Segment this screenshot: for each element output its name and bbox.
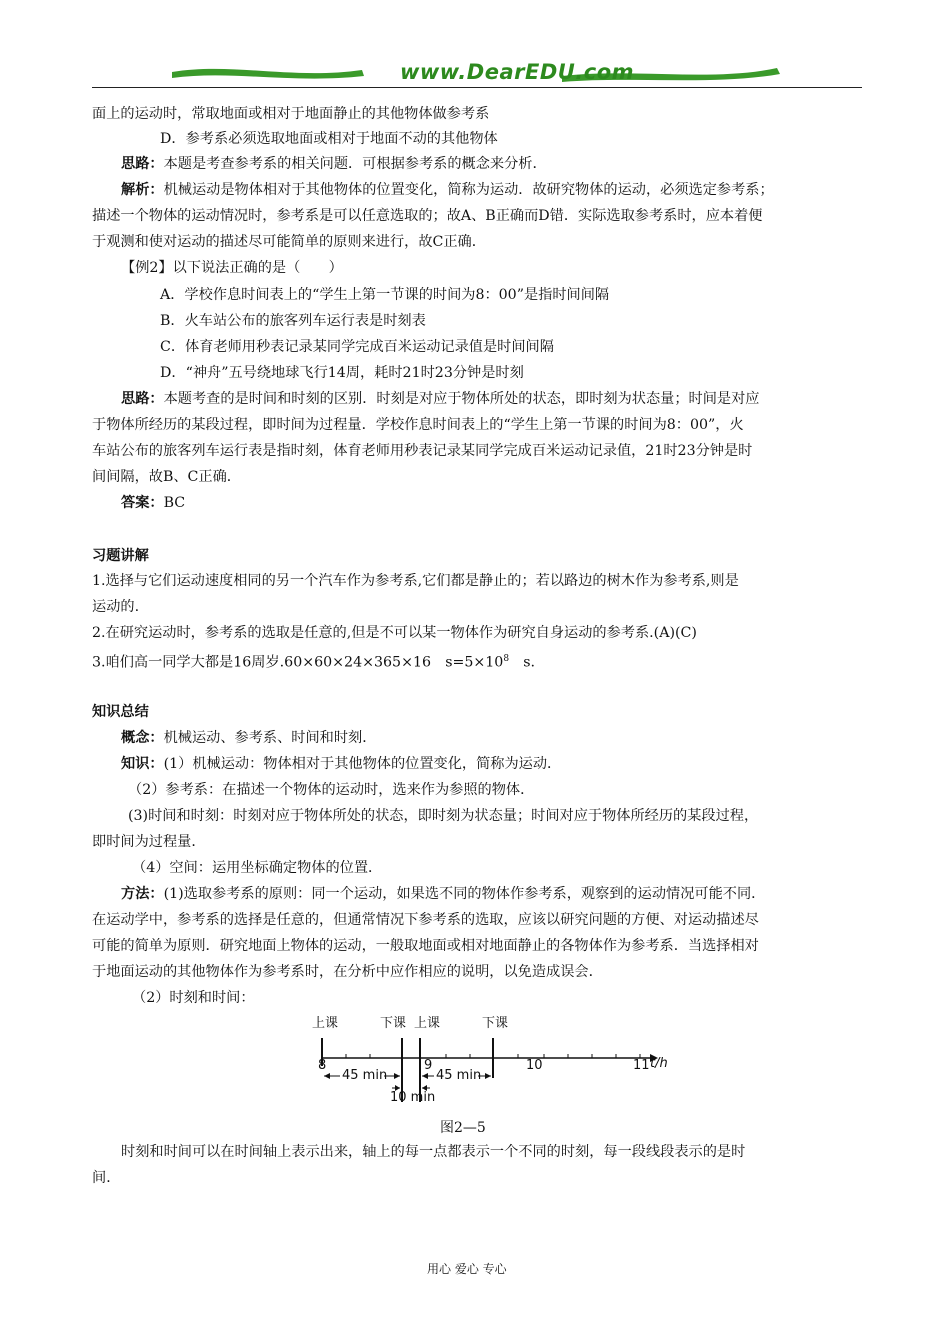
text-line: （4）空间：运用坐标确定物体的位置． [132,860,383,876]
label-knowledge: 知识： [121,756,164,772]
tick-label-9: 9 [424,1058,433,1073]
label-class-end-2: 下课 [482,1016,509,1031]
header-rule [92,87,862,88]
label-class-start-1: 上课 [312,1016,339,1031]
span-label-45min-2: 45 min [436,1068,482,1083]
option-d: D．参考系必须选取地面或相对于地面不动的其他物体 [160,131,498,147]
axis-unit-label: t/h [650,1056,668,1071]
text-span: 3.咱们高一同学大都是16周岁.60×60×24×365×16 s=5×10 [92,654,504,671]
answer-line [121,493,185,513]
text-line [121,884,765,904]
text-line: 车站公布的旅客列车运行表是指时刻，体育老师用秒表记录某同学完成百米运动记录值，21时23分钟是时 [92,443,753,459]
option-d: D．“神舟”五号绕地球飞行14周，耗时21时23分钟是时刻 [160,365,524,381]
tick-label-10: 10 [526,1058,543,1073]
span-label-10min: 10 min [390,1090,436,1105]
span-label-45min-1: 45 min [342,1068,388,1083]
section-heading: 知识总结 [92,704,149,720]
text-span: 本题是考查参考系的相关问题．可根据参考系的概念来分析． [163,156,547,172]
text-line: 间． [92,1170,121,1186]
text-line: 可能的简单为原则．研究地面上物体的运动，一般取地面或相对地面静止的各物体作为参考系．当选择相对 [92,938,759,954]
text-line: 即时间为过程量． [92,834,206,850]
superscript: 8 [503,654,510,664]
header-logo-text: www.DearEDU.com [399,60,635,84]
label-concept: 概念： [121,730,164,746]
text-line: 于观测和使对运动的描述尽可能简单的原则来进行，故C正确． [92,234,486,250]
text-line [121,180,774,200]
answer-value: BC [163,495,186,511]
option-a: A．学校作息时间表上的“学生上第一节课的时间为8：00”是指时间间隔 [160,287,610,303]
text-line: 描述一个物体的运动情况时，参考系是可以任意选取的；故A、B正确而D错．实际选取参考系时，应本着便 [92,208,763,224]
page-footer: 用心 爱心 专心 [427,1262,507,1276]
text-line [121,728,376,748]
text-line: （2）时刻和时间： [132,990,255,1006]
figure-caption: 图2—5 [440,1120,486,1136]
text-line: 运动的. [92,599,140,615]
option-b: B．火车站公布的旅客列车运行表是时刻表 [160,313,426,329]
section-heading: 习题讲解 [92,548,149,564]
text-span: (1)选取参考系的原则：同一个运动，如果选不同的物体作参考系，观察到的运动情况可能不同． [163,886,766,902]
timeline-figure [300,1012,690,1105]
tick-label-8: 8 [318,1058,327,1073]
text-line [92,649,535,673]
text-span: 机械运动是物体相对于其他物体的位置变化，简称为运动．故研究物体的运动，必须选定参考系； [163,182,774,198]
text-line: 2.在研究运动时，参考系的选取是任意的,但是不可以某一物体作为研究自身运动的参考系.(A)(C) [92,625,697,641]
example-2-title: 【例2】以下说法正确的是（ ） [121,260,343,276]
tick-label-11: 11 [633,1058,650,1073]
text-line: 面上的运动时，常取地面或相对于地面静止的其他物体做参考系 [92,106,490,122]
text-span: 本题考查的是时间和时刻的区别．时刻是对应于物体所处的状态，即时刻为状态量；时间是对应 [163,391,760,407]
text-line [121,754,561,774]
text-span: 机械运动、参考系、时间和时刻． [163,730,377,746]
text-line: 间间隔，故B、C正确． [92,469,241,485]
text-line: 于物体所经历的某段过程，即时间为过程量．学校作息时间表上的“学生上第一节课的时间为8：00”，火 [92,417,744,433]
label-jiexi: 解析： [121,182,164,198]
text-line: （2）参考系：在描述一个物体的运动时，选来作为参照的物体． [128,782,535,798]
text-line: (3)时间和时刻：时刻对应于物体所处的状态，即时刻为状态量；时间对应于物体所经历的某段过程， [128,808,759,824]
text-line [121,389,759,409]
label-class-start-2: 上课 [414,1016,441,1031]
text-span: s. [509,654,536,671]
option-c: C．体育老师用秒表记录某同学完成百米运动记录值是时间间隔 [160,339,554,355]
text-line [121,154,547,174]
text-line: 时刻和时间可以在时间轴上表示出来，轴上的每一点都表示一个不同的时刻，每一段线段表示的是时 [121,1144,746,1160]
text-span: (1）机械运动：物体相对于其他物体的位置变化，简称为运动． [163,756,562,772]
label-method: 方法： [121,886,164,902]
text-line: 于地面运动的其他物体作为参考系时，在分析中应作相应的说明，以免造成误会． [92,964,603,980]
text-line: 1.选择与它们运动速度相同的另一个汽车作为参考系,它们都是静止的；若以路边的树木作为参考系,则是 [92,573,739,589]
label-silu: 思路： [121,156,164,172]
label-answer: 答案： [121,495,164,511]
header-banner [92,58,862,90]
text-line: 在运动学中，参考系的选择是任意的，但通常情况下参考系的选取，应该以研究问题的方便、对运动描述尽 [92,912,759,928]
label-class-end-1: 下课 [380,1016,407,1031]
label-silu: 思路： [121,391,164,407]
